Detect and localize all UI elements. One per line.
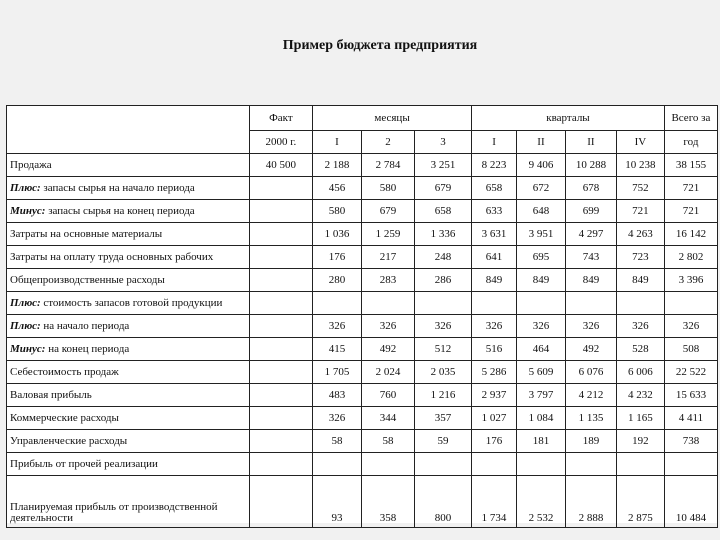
table-cell: 4 411 <box>664 407 717 430</box>
table-row <box>7 407 718 430</box>
table-cell <box>249 338 312 361</box>
header-row-1 <box>7 106 718 131</box>
row-label-text: Себестоимость продаж <box>10 365 119 378</box>
table-cell: 721 <box>616 200 664 223</box>
table-row <box>7 384 718 407</box>
row-label-prefix: Плюс: <box>10 181 41 194</box>
table-cell <box>472 292 517 315</box>
header-fact-year: 2000 г. <box>249 131 312 154</box>
row-label <box>7 200 250 223</box>
row-label <box>7 338 250 361</box>
table-cell: 752 <box>616 177 664 200</box>
table-cell: 326 <box>616 315 664 338</box>
table-cell: 6 006 <box>616 361 664 384</box>
table-cell: 699 <box>565 200 616 223</box>
table-cell <box>414 292 471 315</box>
row-label-text: Затраты на оплату труда основных рабочих <box>10 250 214 263</box>
table-cell: 326 <box>516 315 565 338</box>
table-cell: 1 036 <box>313 223 362 246</box>
row-label <box>7 292 250 315</box>
table-cell: 10 238 <box>616 154 664 177</box>
table-cell <box>249 269 312 292</box>
table-cell: 9 406 <box>516 154 565 177</box>
table-cell <box>249 430 312 453</box>
table-cell <box>249 200 312 223</box>
table-cell <box>516 453 565 476</box>
table-cell <box>249 292 312 315</box>
table-cell <box>313 453 362 476</box>
header-month-3: 3 <box>414 131 471 154</box>
row-label-text: Управленческие расходы <box>10 434 128 447</box>
row-label <box>7 177 250 200</box>
table-cell <box>249 315 312 338</box>
header-month-1: I <box>313 131 362 154</box>
table-cell <box>249 177 312 200</box>
table-cell: 723 <box>616 246 664 269</box>
table-cell: 695 <box>516 246 565 269</box>
table-cell: 2 937 <box>472 384 517 407</box>
table-cell: 679 <box>414 177 471 200</box>
table-cell <box>361 292 414 315</box>
table-cell: 678 <box>565 177 616 200</box>
row-label <box>7 476 250 528</box>
row-label-prefix: Плюс: <box>10 319 41 332</box>
row-label <box>7 361 250 384</box>
header-quarter-2: II <box>516 131 565 154</box>
table-cell: 10 288 <box>565 154 616 177</box>
header-quarters: кварталы <box>472 106 665 131</box>
row-label <box>7 223 250 246</box>
row-label-text: Затраты на основные материалы <box>10 227 163 240</box>
table-cell: 633 <box>472 200 517 223</box>
table-cell: 326 <box>414 315 471 338</box>
table-cell: 248 <box>414 246 471 269</box>
table-cell <box>249 246 312 269</box>
table-cell: 176 <box>313 246 362 269</box>
table-cell: 3 951 <box>516 223 565 246</box>
table-cell: 2 035 <box>414 361 471 384</box>
row-label-text: Планируемая прибыль от производственной деятельности <box>10 501 218 524</box>
table-cell <box>249 384 312 407</box>
table-cell: 38 155 <box>664 154 717 177</box>
table-row <box>7 269 718 292</box>
table-cell: 10 484 <box>664 476 717 528</box>
table-cell: 648 <box>516 200 565 223</box>
table-cell: 2 888 <box>565 476 616 528</box>
table-cell: 22 522 <box>664 361 717 384</box>
table-cell: 1 135 <box>565 407 616 430</box>
table-cell: 1 705 <box>313 361 362 384</box>
table-cell: 326 <box>664 315 717 338</box>
table-cell <box>664 453 717 476</box>
table-cell: 93 <box>313 476 362 528</box>
table-row <box>7 476 718 528</box>
table-cell: 8 223 <box>472 154 517 177</box>
table-cell: 3 797 <box>516 384 565 407</box>
table-cell: 1 336 <box>414 223 471 246</box>
table-row <box>7 453 718 476</box>
table-row <box>7 177 718 200</box>
header-corner <box>7 106 250 154</box>
table-cell: 58 <box>313 430 362 453</box>
table-cell: 492 <box>361 338 414 361</box>
table-cell: 721 <box>664 200 717 223</box>
table-cell: 4 212 <box>565 384 616 407</box>
header-quarter-3: II <box>565 131 616 154</box>
row-label <box>7 154 250 177</box>
table-cell: 483 <box>313 384 362 407</box>
table-cell: 658 <box>472 177 517 200</box>
table-cell: 286 <box>414 269 471 292</box>
table-cell: 181 <box>516 430 565 453</box>
table-cell: 326 <box>472 315 517 338</box>
table-row <box>7 246 718 269</box>
table-cell: 4 232 <box>616 384 664 407</box>
table-cell: 743 <box>565 246 616 269</box>
table-cell <box>249 223 312 246</box>
table-cell: 5 286 <box>472 361 517 384</box>
table-cell: 580 <box>361 177 414 200</box>
table-cell: 580 <box>313 200 362 223</box>
table-cell: 464 <box>516 338 565 361</box>
table-cell: 492 <box>565 338 616 361</box>
table-cell: 721 <box>664 177 717 200</box>
table-cell <box>664 292 717 315</box>
table-cell: 189 <box>565 430 616 453</box>
table-cell: 326 <box>565 315 616 338</box>
row-label <box>7 384 250 407</box>
row-label-prefix: Минус: <box>10 342 46 355</box>
table-cell: 3 396 <box>664 269 717 292</box>
table-cell: 2 802 <box>664 246 717 269</box>
row-label-text: стоимость запасов готовой продукции <box>40 296 223 309</box>
row-label-text: Продажа <box>10 158 52 171</box>
table-row <box>7 361 718 384</box>
table-cell <box>249 361 312 384</box>
budget-sheet <box>6 105 718 523</box>
table-cell: 4 297 <box>565 223 616 246</box>
table-cell <box>249 453 312 476</box>
table-cell <box>565 453 616 476</box>
row-label-text: Валовая прибыль <box>10 388 92 401</box>
table-cell: 516 <box>472 338 517 361</box>
table-row <box>7 292 718 315</box>
table-cell: 1 216 <box>414 384 471 407</box>
table-cell: 358 <box>361 476 414 528</box>
table-cell: 679 <box>361 200 414 223</box>
table-row <box>7 338 718 361</box>
table-cell: 760 <box>361 384 414 407</box>
table-cell: 508 <box>664 338 717 361</box>
table-cell: 849 <box>616 269 664 292</box>
page-title: Пример бюджета предприятия <box>282 38 478 53</box>
header-month-2: 2 <box>361 131 414 154</box>
row-label-text: Общепроизводственные расходы <box>10 273 165 286</box>
table-cell: 456 <box>313 177 362 200</box>
row-label <box>7 407 250 430</box>
table-cell: 40 500 <box>249 154 312 177</box>
table-row <box>7 430 718 453</box>
table-cell: 738 <box>664 430 717 453</box>
table-cell: 326 <box>313 407 362 430</box>
table-cell: 283 <box>361 269 414 292</box>
table-cell: 192 <box>616 430 664 453</box>
table-cell: 6 076 <box>565 361 616 384</box>
table-cell: 641 <box>472 246 517 269</box>
header-total: Всего за <box>664 106 717 131</box>
table-cell: 672 <box>516 177 565 200</box>
row-label-prefix: Минус: <box>10 204 46 217</box>
table-row <box>7 315 718 338</box>
table-cell: 1 084 <box>516 407 565 430</box>
table-cell: 59 <box>414 430 471 453</box>
table-cell <box>249 407 312 430</box>
table-cell: 2 532 <box>516 476 565 528</box>
table-row <box>7 200 718 223</box>
table-cell: 326 <box>313 315 362 338</box>
row-label-prefix: Плюс: <box>10 296 41 309</box>
row-label-text: Коммерческие расходы <box>10 411 119 424</box>
table-row <box>7 154 718 177</box>
table-cell: 800 <box>414 476 471 528</box>
row-label <box>7 453 250 476</box>
table-cell: 344 <box>361 407 414 430</box>
table-cell: 3 631 <box>472 223 517 246</box>
table-cell: 658 <box>414 200 471 223</box>
table-cell <box>361 453 414 476</box>
table-cell: 849 <box>472 269 517 292</box>
table-cell: 528 <box>616 338 664 361</box>
table-cell: 3 251 <box>414 154 471 177</box>
table-cell: 2 024 <box>361 361 414 384</box>
table-row <box>7 223 718 246</box>
table-cell: 1 259 <box>361 223 414 246</box>
row-label <box>7 269 250 292</box>
row-label <box>7 246 250 269</box>
table-cell <box>313 292 362 315</box>
table-cell <box>472 453 517 476</box>
table-cell <box>249 476 312 528</box>
header-total-year: год <box>664 131 717 154</box>
table-cell: 326 <box>361 315 414 338</box>
header-months: месяцы <box>313 106 472 131</box>
table-cell: 415 <box>313 338 362 361</box>
header-quarter-1: I <box>472 131 517 154</box>
header-quarter-4: IV <box>616 131 664 154</box>
table-cell: 2 875 <box>616 476 664 528</box>
row-label-text: Прибыль от прочей реализации <box>10 457 158 470</box>
table-cell: 58 <box>361 430 414 453</box>
table-cell: 217 <box>361 246 414 269</box>
table-cell: 2 784 <box>361 154 414 177</box>
table-cell: 512 <box>414 338 471 361</box>
budget-table <box>6 105 718 528</box>
table-cell: 849 <box>516 269 565 292</box>
table-cell: 4 263 <box>616 223 664 246</box>
row-label-text: запасы сырья на начало периода <box>40 181 195 194</box>
row-label <box>7 430 250 453</box>
table-cell: 357 <box>414 407 471 430</box>
row-label <box>7 315 250 338</box>
table-cell <box>414 453 471 476</box>
table-cell: 15 633 <box>664 384 717 407</box>
row-label-text: запасы сырья на конец периода <box>45 204 195 217</box>
row-label-text: на конец периода <box>45 342 130 355</box>
table-cell: 1 165 <box>616 407 664 430</box>
row-label-text: на начало периода <box>40 319 130 332</box>
table-cell: 1 027 <box>472 407 517 430</box>
table-cell: 2 188 <box>313 154 362 177</box>
table-cell <box>516 292 565 315</box>
table-cell <box>616 292 664 315</box>
table-cell: 1 734 <box>472 476 517 528</box>
header-fact: Факт <box>249 106 312 131</box>
table-cell: 16 142 <box>664 223 717 246</box>
table-cell: 5 609 <box>516 361 565 384</box>
table-cell: 849 <box>565 269 616 292</box>
table-cell <box>616 453 664 476</box>
table-cell: 176 <box>472 430 517 453</box>
table-cell: 280 <box>313 269 362 292</box>
table-cell <box>565 292 616 315</box>
